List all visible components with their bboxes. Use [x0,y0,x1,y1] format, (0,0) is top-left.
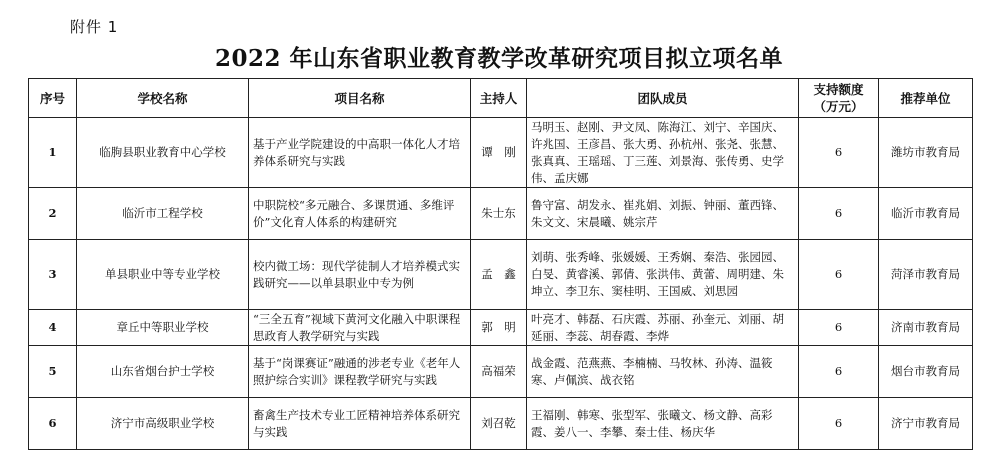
cell-funding: 6 [799,188,879,240]
table-row [29,346,973,398]
cell-project: 畜禽生产技术专业工匠精神培养体系研究与实践 [249,398,471,450]
cell-unit: 济南市教育局 [879,310,973,346]
table-row [29,188,973,240]
cell-team: 鲁守富、胡发永、崔兆娟、刘振、钟丽、董西锋、朱文文、宋晨曦、姚宗芹 [527,188,799,240]
cell-unit: 临沂市教育局 [879,188,973,240]
cell-unit: 烟台市教育局 [879,346,973,398]
cell-host: 刘召乾 [471,398,527,450]
table-header-row [29,79,973,118]
cell-seq: 6 [29,398,77,450]
cell-project: 中职院校“多元融合、多课贯通、多维评价”文化育人体系的构建研究 [249,188,471,240]
header-unit: 推荐单位 [879,79,973,118]
header-team: 团队成员 [527,79,799,118]
cell-unit: 菏泽市教育局 [879,240,973,310]
cell-host: 朱士东 [471,188,527,240]
cell-school: 临沂市工程学校 [77,188,249,240]
cell-school: 单县职业中等专业学校 [77,240,249,310]
cell-funding: 6 [799,398,879,450]
cell-team: 马明玉、赵刚、尹文凤、陈海江、刘宁、辛国庆、许兆国、王彦昌、张大勇、孙杭州、张尧、张慧、张真真、王瑶瑶、丁三莲、刘景海、张传勇、史学伟、孟庆娜 [527,118,799,188]
cell-project: 基于产业学院建设的中高职一体化人才培养体系研究与实践 [249,118,471,188]
cell-team: 叶亮才、韩磊、石庆霞、苏丽、孙奎元、刘丽、胡延丽、李蕊、胡春霞、李烨 [527,310,799,346]
header-funding-line2: （万元） [813,99,864,114]
table-row [29,240,973,310]
cell-unit: 潍坊市教育局 [879,118,973,188]
cell-team: 王福刚、韩寒、张型军、张曦文、杨文静、高彩霞、姜八一、李攀、秦士佳、杨庆华 [527,398,799,450]
cell-funding: 6 [799,118,879,188]
cell-seq: 3 [29,240,77,310]
header-seq: 序号 [29,79,77,118]
cell-team: 刘萌、张秀峰、张媛媛、王秀娴、秦浩、张园园、白旻、黄睿溪、郭倩、张洪伟、黄蕾、周明建、朱坤立、李卫东、窦桂明、王国威、刘思园 [527,240,799,310]
cell-host: 孟 鑫 [471,240,527,310]
cell-seq: 2 [29,188,77,240]
table-row [29,118,973,188]
cell-funding: 6 [799,346,879,398]
cell-host: 郭 明 [471,310,527,346]
header-project: 项目名称 [249,79,471,118]
table-row [29,310,973,346]
cell-host: 谭 刚 [471,118,527,188]
header-host: 主持人 [471,79,527,118]
header-school: 学校名称 [77,79,249,118]
cell-project: “三全五育”视域下黄河文化融入中职课程思政育人教学研究与实践 [249,310,471,346]
cell-school: 山东省烟台护士学校 [77,346,249,398]
cell-school: 章丘中等职业学校 [77,310,249,346]
cell-seq: 1 [29,118,77,188]
table-row [29,398,973,450]
cell-seq: 4 [29,310,77,346]
cell-seq: 5 [29,346,77,398]
cell-host: 高福荣 [471,346,527,398]
cell-school: 济宁市高级职业学校 [77,398,249,450]
cell-team: 战金霞、范燕燕、李楠楠、马牧林、孙涛、温筱寒、卢佩滨、战衣铭 [527,346,799,398]
attachment-label: 附件 1 [70,18,119,36]
cell-school: 临朐县职业教育中心学校 [77,118,249,188]
cell-funding: 6 [799,240,879,310]
cell-funding: 6 [799,310,879,346]
cell-project: 基于“岗课赛证”融通的涉老专业《老年人照护综合实训》课程教学研究与实践 [249,346,471,398]
header-funding-line1: 支持额度 [813,82,864,97]
header-funding [799,79,879,118]
cell-unit: 济宁市教育局 [879,398,973,450]
project-list-table [28,78,973,450]
document-title: 2022 年山东省职业教育教学改革研究项目拟立项名单 [214,45,784,72]
cell-project: 校内微工场：现代学徒制人才培养模式实践研究——以单县职业中专为例 [249,240,471,310]
